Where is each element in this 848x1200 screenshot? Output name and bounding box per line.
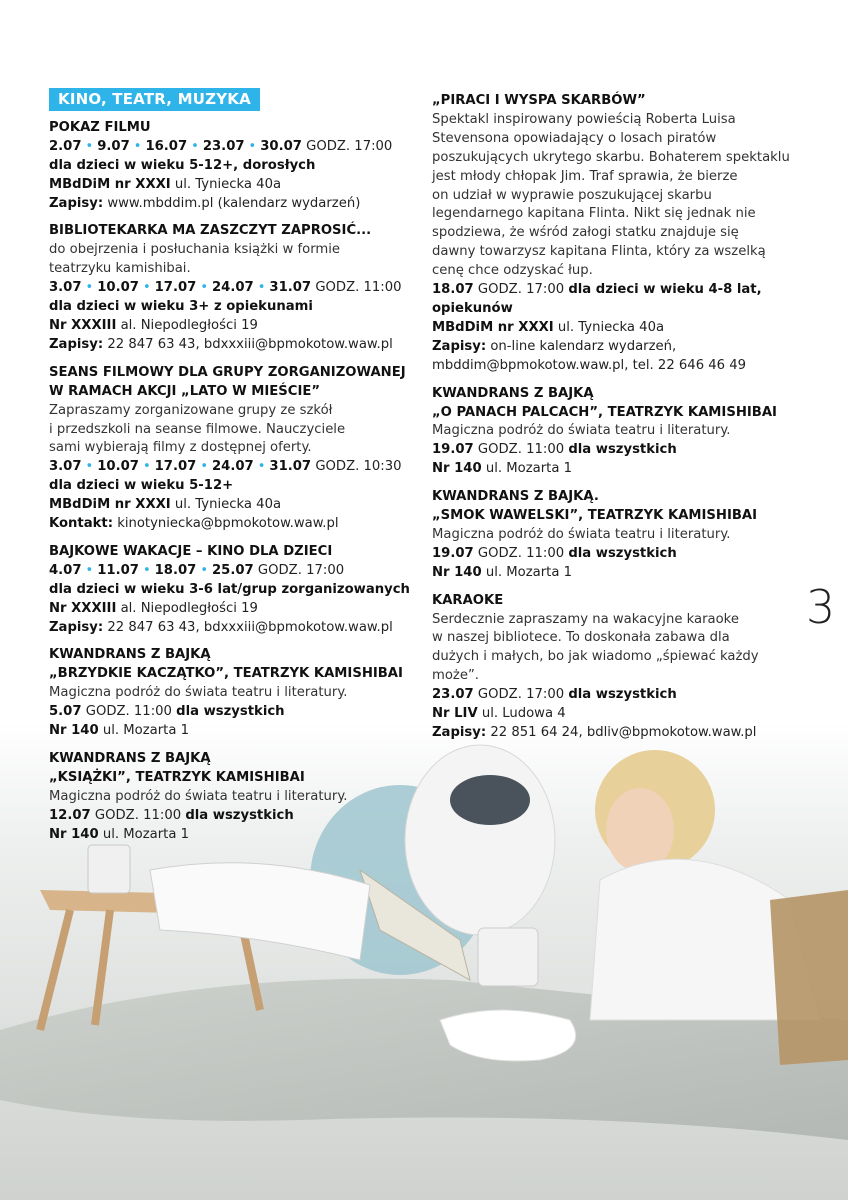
- event-contact: [432, 724, 792, 743]
- place-name: Nr LIV: [432, 706, 478, 722]
- event-dates: [49, 562, 409, 581]
- event-description: poszukujących ukrytego skarbu. Bohaterem spektaklu: [432, 149, 790, 165]
- event-place: [49, 317, 409, 336]
- event-date: 23.07: [432, 687, 474, 703]
- event-contact: [432, 357, 792, 376]
- event-description: Spektakl inspirowany powieścią Roberta Luisa: [432, 111, 736, 127]
- bullet-dot: •: [85, 562, 94, 578]
- event-time: GODZ. 17:00: [477, 687, 565, 703]
- event-block: [49, 543, 409, 638]
- bullet-dot: •: [133, 138, 142, 154]
- event-dates: [49, 279, 409, 298]
- place-name: Nr 140: [432, 564, 482, 580]
- bullet-dot: •: [248, 138, 257, 154]
- event-description: Magiczna podróż do świata teatru i literatury.: [432, 526, 731, 542]
- right-column: [432, 92, 792, 752]
- event-date: 24.07: [212, 280, 254, 296]
- place-address: ul. Ludowa 4: [481, 706, 566, 722]
- place-address: ul. Mozarta 1: [102, 723, 189, 739]
- event-dates: [49, 458, 409, 477]
- event-description: Magiczna podróż do świata teatru i literatury.: [49, 788, 348, 804]
- event-title: „SMOK WAWELSKI”, TEATRZYK KAMISHIBAI: [432, 508, 758, 524]
- contact-value: on-line kalendarz wydarzeń,: [490, 338, 677, 354]
- event-description: spodziewa, że wśród załogi statku znajduje się: [432, 225, 739, 241]
- event-block: [49, 364, 409, 534]
- event-title: W RAMACH AKCJI „LATO W MIEŚCIE”: [49, 383, 321, 399]
- place-name: Nr 140: [432, 461, 482, 477]
- event-place: [49, 496, 409, 515]
- place-name: MBdDiM nr XXXI: [432, 319, 554, 335]
- event-date: 12.07: [49, 807, 91, 823]
- event-block: [49, 646, 409, 741]
- event-description: Stevensona opowiadający o losach piratów: [432, 130, 717, 146]
- event-title: KWANDRANS Z BAJKĄ: [432, 385, 594, 401]
- event-description: cenę chce odzyskać łup.: [432, 263, 593, 279]
- place-address: ul. Tyniecka 40a: [557, 319, 665, 335]
- event-audience: dla wszystkich: [185, 807, 294, 823]
- bullet-dot: •: [257, 280, 266, 296]
- contact-value: 22 847 63 43, bdxxxiii@bpmokotow.waw.pl: [107, 336, 393, 352]
- event-time: GODZ. 11:00: [315, 280, 402, 296]
- event-place: [432, 705, 792, 724]
- event-audience: opiekunów: [432, 300, 513, 316]
- event-title: SEANS FILMOWY DLA GRUPY ZORGANIZOWANEJ: [49, 364, 406, 380]
- bullet-dot: •: [142, 562, 151, 578]
- place-address: al. Niepodległości 19: [120, 317, 258, 333]
- event-date: 3.07: [49, 280, 82, 296]
- event-time: GODZ. 17:00: [257, 562, 345, 578]
- bullet-dot: •: [200, 459, 208, 475]
- event-audience: dla wszystkich: [176, 704, 285, 720]
- event-title: KWANDRANS Z BAJKĄ: [49, 647, 211, 663]
- event-block: [49, 750, 409, 845]
- event-title: BAJKOWE WAKACJE – KINO DLA DZIECI: [49, 543, 333, 559]
- event-dates: [49, 807, 409, 826]
- place-name: Nr 140: [49, 723, 99, 739]
- event-block: [432, 385, 792, 480]
- event-date: 23.07: [202, 138, 245, 154]
- bullet-dot: •: [257, 459, 266, 475]
- event-title: „PIRACI I WYSPA SKARBÓW”: [432, 93, 646, 108]
- event-block: [432, 92, 792, 376]
- event-place: [49, 826, 409, 845]
- contact-value: kinotyniecka@bpmokotow.waw.pl: [117, 516, 339, 532]
- event-time: GODZ. 11:00: [477, 442, 565, 458]
- event-audience: dla wszystkich: [568, 687, 677, 703]
- event-date: 4.07: [49, 562, 82, 578]
- place-name: Nr 140: [49, 826, 99, 842]
- event-date: 11.07: [97, 562, 139, 578]
- section-banner: KINO, TEATR, MUZYKA: [49, 88, 260, 111]
- event-place: [432, 460, 792, 479]
- place-address: ul. Tyniecka 40a: [174, 176, 282, 192]
- event-description: i przedszkoli na seanse filmowe. Nauczyciele: [49, 421, 346, 437]
- event-block: [49, 222, 409, 354]
- event-time: GODZ. 17:00: [306, 138, 393, 154]
- event-audience: dla dzieci w wieku 5-12+, dorosłych: [49, 157, 316, 173]
- contact-label: Zapisy:: [432, 725, 487, 740]
- place-address: ul. Mozarta 1: [485, 461, 572, 477]
- event-time: GODZ. 11:00: [94, 807, 182, 823]
- event-dates: [432, 441, 792, 460]
- event-date: 9.07: [97, 138, 130, 154]
- event-dates: [49, 703, 409, 722]
- bullet-dot: •: [200, 562, 208, 578]
- event-dates: [432, 686, 792, 705]
- event-block: [432, 592, 792, 743]
- event-title: „KSIĄŻKI”, TEATRZYK KAMISHIBAI: [49, 769, 305, 785]
- contact-label: Zapisy:: [49, 336, 104, 352]
- event-title: „O PANACH PALCACH”, TEATRZYK KAMISHIBAI: [432, 404, 777, 420]
- event-date: 5.07: [49, 704, 82, 720]
- event-contact: [49, 515, 409, 534]
- event-place: [49, 600, 409, 619]
- event-dates: [432, 545, 792, 564]
- event-block: [49, 119, 409, 214]
- event-audience: dla dzieci w wieku 3+ z opiekunami: [49, 299, 313, 315]
- contact-value: 22 847 63 43, bdxxxiii@bpmokotow.waw.pl: [107, 619, 393, 635]
- event-title: KWANDRANS Z BAJKĄ: [49, 751, 211, 766]
- event-description: Serdecznie zapraszamy na wakacyjne karaoke: [432, 611, 739, 627]
- event-description: dawny towarzysz kapitana Flinta, który za wszelką: [432, 244, 766, 260]
- event-description: w naszej bibliotece. To doskonała zabawa dla: [432, 630, 730, 646]
- contact-value: www.mbddim.pl (kalendarz wydarzeń): [107, 195, 361, 211]
- place-address: ul. Mozarta 1: [485, 564, 572, 580]
- event-audience: dla dzieci w wieku 5-12+: [49, 478, 234, 494]
- event-date: 10.07: [97, 459, 139, 475]
- event-description: jest młody chłopak Jim. Traf sprawia, że bierze: [432, 168, 738, 184]
- place-address: ul. Tyniecka 40a: [174, 497, 282, 513]
- place-name: Nr XXXIII: [49, 600, 117, 616]
- event-title: POKAZ FILMU: [49, 119, 151, 135]
- bullet-dot: •: [191, 138, 199, 154]
- bullet-dot: •: [200, 280, 208, 296]
- event-date: 2.07: [49, 138, 82, 154]
- bullet-dot: •: [85, 280, 94, 296]
- event-description: do obejrzenia i posłuchania książki w formie: [49, 242, 341, 258]
- event-title: KWANDRANS Z BAJKĄ.: [432, 489, 599, 505]
- event-date: 24.07: [212, 459, 254, 475]
- event-contact: [49, 195, 409, 214]
- contact-label: Zapisy:: [432, 338, 487, 354]
- event-block: [432, 488, 792, 583]
- event-date: 30.07: [260, 138, 302, 154]
- event-description: on udział w wyprawie poszukującej skarbu: [432, 187, 712, 203]
- event-date: 16.07: [145, 138, 188, 154]
- event-date: 31.07: [269, 459, 312, 475]
- event-description: Zapraszamy zorganizowane grupy ze szkół: [49, 402, 333, 418]
- left-column: [49, 88, 409, 854]
- event-dates: [432, 281, 792, 300]
- bullet-dot: •: [85, 138, 94, 154]
- event-date: 3.07: [49, 459, 82, 475]
- contact-label: Zapisy:: [49, 195, 104, 211]
- event-audience: dla dzieci w wieku 3-6 lat/grup zorganizowanych: [49, 581, 410, 597]
- event-date: 31.07: [269, 280, 312, 296]
- event-audience: dla dzieci w wieku 4-8 lat,: [568, 282, 762, 298]
- event-audience: dla wszystkich: [568, 442, 677, 458]
- event-date: 25.07: [212, 562, 254, 578]
- contact-value: 22 851 64 24, bdliv@bpmokotow.waw.pl: [490, 725, 757, 740]
- event-description: dużych i małych, bo jak wiadomo „śpiewać każdy: [432, 649, 759, 665]
- contact-label: Kontakt:: [49, 516, 113, 532]
- page-number: 3: [806, 580, 836, 634]
- event-description: Magiczna podróż do świata teatru i literatury.: [432, 423, 731, 439]
- event-description: legendarnego kapitana Flinta. Nikt się jednak nie: [432, 206, 756, 222]
- contact-value: mbddim@bpmokotow.waw.pl, tel. 22 646 46 49: [432, 357, 747, 373]
- event-date: 17.07: [154, 459, 197, 475]
- event-date: 10.07: [97, 280, 139, 296]
- event-date: 18.07: [432, 282, 474, 298]
- event-time: GODZ. 11:00: [477, 545, 565, 561]
- bullet-dot: •: [85, 459, 94, 475]
- event-title: BIBLIOTEKARKA MA ZASZCZYT ZAPROSIĆ...: [49, 223, 372, 239]
- event-date: 19.07: [432, 545, 474, 561]
- event-date: 18.07: [154, 562, 197, 578]
- place-name: MBdDiM nr XXXI: [49, 497, 171, 513]
- event-title: „BRZYDKIE KACZĄTKO”, TEATRZYK KAMISHIBAI: [49, 666, 403, 682]
- event-date: 19.07: [432, 442, 474, 458]
- contact-label: Zapisy:: [49, 619, 104, 635]
- event-place: [432, 564, 792, 583]
- event-dates: [49, 138, 409, 157]
- place-name: MBdDiM nr XXXI: [49, 176, 171, 192]
- event-time: GODZ. 17:00: [477, 282, 565, 298]
- event-contact: [49, 336, 409, 355]
- event-title: KARAOKE: [432, 592, 504, 608]
- event-contact: [49, 619, 409, 638]
- event-time: GODZ. 10:30: [315, 459, 402, 475]
- bullet-dot: •: [142, 280, 151, 296]
- event-date: 17.07: [154, 280, 197, 296]
- event-contact: [432, 338, 792, 357]
- bullet-dot: •: [142, 459, 151, 475]
- event-description: teatrzyku kamishibai.: [49, 261, 191, 277]
- place-address: al. Niepodległości 19: [120, 600, 258, 616]
- event-place: [49, 176, 409, 195]
- event-audience: dla wszystkich: [568, 545, 677, 561]
- place-name: Nr XXXIII: [49, 317, 117, 333]
- event-description: może”.: [432, 668, 479, 684]
- event-time: GODZ. 11:00: [85, 704, 172, 720]
- event-place: [49, 722, 409, 741]
- event-place: [432, 319, 792, 338]
- event-description: sami wybierają filmy z dostępnej oferty.: [49, 440, 312, 456]
- event-description: Magiczna podróż do świata teatru i literatury.: [49, 685, 348, 701]
- place-address: ul. Mozarta 1: [102, 826, 189, 842]
